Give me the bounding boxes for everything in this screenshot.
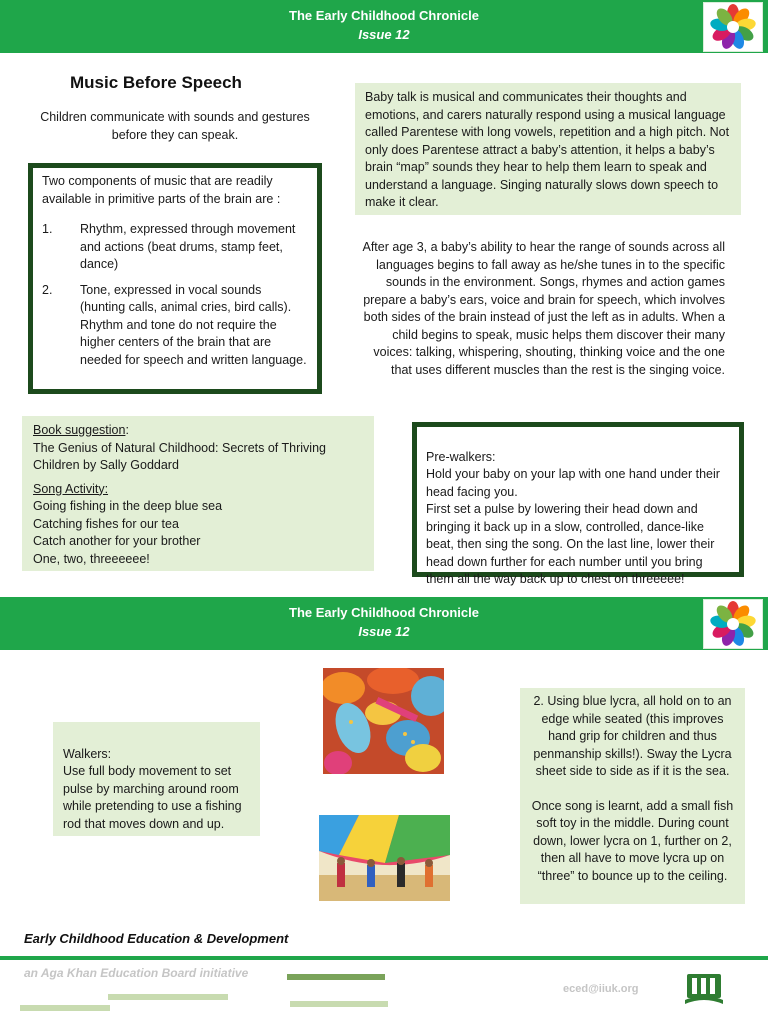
- prewalkers-text: Pre-walkers: Hold your baby on your lap with one hand under their head facing you. First set a pulse by lowering their head down and bringing it back up in a slow, controlled, dance-like beat, then sing the song. On the last line, lower their head down further for each number until you bring them all the way back up to chest on threeeee!: [426, 449, 720, 586]
- footer-email: eced@iiuk.org: [563, 983, 639, 995]
- baby-talk-panel: [355, 83, 741, 215]
- section-title: Music Before Speech: [70, 73, 242, 92]
- parachute-play-photo: [319, 815, 450, 901]
- components-list: [42, 221, 309, 369]
- book-suggestion-colon: :: [125, 423, 129, 437]
- song-activity-label: Song Activity:: [33, 481, 109, 496]
- book-title: The Genius of Natural Childhood: Secrets of Thriving Children by Sally Goddard: [33, 440, 326, 472]
- footer-program-name: Early Childhood Education & Development: [24, 931, 289, 946]
- lycra-panel: [520, 688, 745, 904]
- song-line: Going fishing in the deep blue sea: [33, 499, 223, 513]
- footer-divider: [0, 956, 768, 960]
- lycra-count-text: Once song is learnt, add a small fish soft toy in the middle. During count down, lower lycra on 1, further on 2, then all have to move lycra up on “three” to bounce up to the ceiling.: [531, 798, 734, 883]
- list-text: Rhythm, expressed through movement and actions (beat drums, stamp feet, dance): [80, 222, 296, 271]
- footer-deco-bar: [20, 1005, 110, 1011]
- lycra-step-text: 2. Using blue lycra, all hold on to an edge while seated (this improves hand grip for children and thus penmanship skills!). Sway the Lycra sheet side to side as if it is the sea.: [533, 694, 732, 778]
- list-number: 2.: [42, 282, 53, 297]
- issue-label: Issue 12: [358, 27, 410, 42]
- issue-label: Issue 12: [358, 624, 410, 639]
- maracas-photo: [323, 668, 444, 774]
- newsletter-title: The Early Childhood Chronicle: [289, 605, 479, 620]
- prewalkers-box: [412, 422, 744, 586]
- list-text: Tone, expressed in vocal sounds (hunting calls, animal cries, bird calls). Rhythm and tone do not require the higher centers of the brain that are needed for speech and written language.: [80, 282, 307, 367]
- footer-deco-bar: [290, 1001, 388, 1007]
- list-item: [42, 221, 309, 274]
- book-song-panel: [22, 416, 374, 571]
- after-age-text: After age 3, a baby’s ability to hear the range of sounds across all languages begins to fall away as he/she tunes in to the specific sounds in the environment. Songs, rhymes and action games prepare a baby’s ears, voice and brain for speech, which involves both sides of the brain instead of just the left as in adults. When a child begins to speak, music helps them discover their many voices: talking, whispering, shouting, thinking voice and the one that uses different muscles than the rest is the singing voice.: [362, 240, 725, 377]
- footer-deco-bar: [287, 974, 385, 980]
- baby-talk-text: Baby talk is musical and communicates their thoughts and emotions, and carers naturally respond using a musical language called Parentese with long vowels, repetition and a high pitch. Not only does Parentese attract a baby’s attention, it helps a baby’s brain “map” sounds they hear to help them learn to speak and understand a language. Singing naturally slows down speech to make it clear.: [365, 90, 730, 209]
- components-box: [28, 163, 322, 394]
- book-suggestion-label: Book suggestion: [33, 423, 126, 437]
- song-line: One, two, threeeeee!: [33, 551, 150, 566]
- newsletter-title: The Early Childhood Chronicle: [289, 8, 479, 23]
- footer-initiative: an Aga Khan Education Board initiative: [24, 966, 249, 980]
- walkers-panel: [53, 722, 260, 836]
- components-intro: Two components of music that are readily available in primitive parts of the brain are :: [42, 174, 281, 206]
- song-line: Catching fishes for our tea: [33, 516, 179, 531]
- list-item: [42, 282, 309, 370]
- top-header: [0, 0, 768, 53]
- second-header: [0, 597, 768, 650]
- song-line: Catch another for your brother: [33, 534, 201, 548]
- intro-text: Children communicate with sounds and gestures before they can speak.: [40, 110, 310, 142]
- list-number: 1.: [42, 222, 53, 236]
- hands-circle-logo-icon: [703, 599, 763, 649]
- hands-circle-logo-icon: [703, 2, 763, 52]
- footer-deco-bar: [108, 994, 228, 1000]
- walkers-text: Walkers: Use full body movement to set pulse by marching around room while pretending to use a fishing rod that moves down and up.: [63, 746, 242, 831]
- book-suggestion-heading: [33, 422, 363, 440]
- book-logo-icon: [683, 970, 725, 1006]
